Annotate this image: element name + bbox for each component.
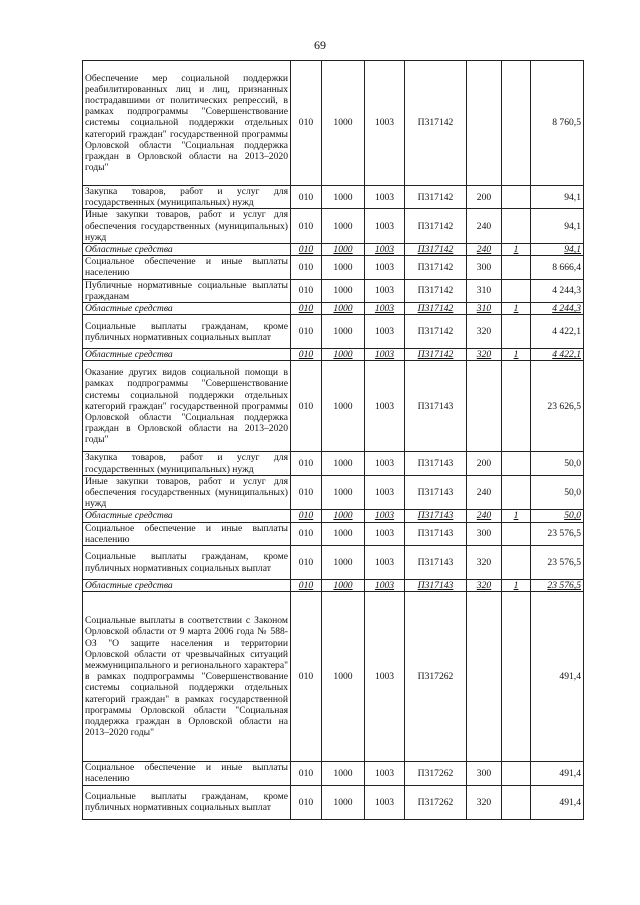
code-funding-source (502, 256, 531, 279)
table-row-regional-funds (83, 349, 584, 361)
code-expense-type: 320 (467, 546, 502, 580)
amount: 50,0 (531, 510, 584, 522)
row-description: Социальное обеспечение и иные выплаты населению (83, 762, 291, 785)
code-section: 1000 (322, 315, 365, 349)
code-subsection: 1003 (365, 592, 405, 762)
row-description: Областные средства (83, 244, 291, 256)
code-subsection: 1003 (365, 762, 405, 785)
code-section: 1000 (322, 762, 365, 785)
code-funding-source (502, 361, 531, 452)
code-administrator: 010 (291, 475, 322, 510)
code-subsection: 1003 (365, 303, 405, 315)
amount: 94,1 (531, 186, 584, 209)
code-section: 1000 (322, 256, 365, 279)
code-expense-type: 320 (467, 580, 502, 592)
row-description: Социальные выплаты в соответствии с Законом Орловской области от 9 марта 2006 года № 588-ОЗ "О защите населения и территории Орловской области от чрезвычайных ситуаций межмуниципального и регионального характера" в рамках подпрограммы "Совершенствование системы социальной поддержки отдельных категорий граждан" в рамках государственной программы Орловской области "Социальная поддержка граждан в Орловской области на 2013–2020 годы" (83, 592, 291, 762)
amount: 491,4 (531, 785, 584, 819)
table-row-regional-funds (83, 303, 584, 315)
code-subsection: 1003 (365, 186, 405, 209)
code-subsection: 1003 (365, 580, 405, 592)
code-section: 1000 (322, 303, 365, 315)
code-expense-type: 320 (467, 349, 502, 361)
code-section: 1000 (322, 361, 365, 452)
code-funding-source (502, 592, 531, 762)
code-funding-source (502, 522, 531, 545)
table-row (83, 475, 584, 510)
row-description: Обеспечение мер социальной поддержки реабилитированных лиц и лиц, признанных пострадавшими от политических репрессий, в рамках подпрограммы "Совершенствование системы социальной поддержки отдельных категорий граждан" государственной программы Орловской области "Социальная поддержка граждан в Орловской области на 2013–2020 годы" (83, 61, 291, 186)
code-funding-source: 1 (502, 303, 531, 315)
code-funding-source (502, 209, 531, 244)
code-funding-source (502, 785, 531, 819)
code-target-article: П317142 (405, 209, 467, 244)
amount: 50,0 (531, 475, 584, 510)
code-target-article: П317262 (405, 785, 467, 819)
amount: 4 422,1 (531, 315, 584, 349)
code-subsection: 1003 (365, 315, 405, 349)
code-section: 1000 (322, 186, 365, 209)
code-expense-type (467, 592, 502, 762)
code-administrator: 010 (291, 209, 322, 244)
budget-table (82, 60, 584, 820)
code-administrator: 010 (291, 349, 322, 361)
page-number: 69 (314, 38, 326, 52)
code-subsection: 1003 (365, 546, 405, 580)
table-row (83, 279, 584, 302)
row-description: Социальные выплаты гражданам, кроме публичных нормативных социальных выплат (83, 785, 291, 819)
row-description: Социальное обеспечение и иные выплаты населению (83, 256, 291, 279)
code-section: 1000 (322, 475, 365, 510)
code-administrator: 010 (291, 785, 322, 819)
amount: 4 244,3 (531, 279, 584, 302)
code-target-article: П317142 (405, 256, 467, 279)
row-description: Иные закупки товаров, работ и услуг для обеспечения государственных (муниципальных) нужд (83, 475, 291, 510)
code-subsection: 1003 (365, 349, 405, 361)
code-target-article: П317142 (405, 315, 467, 349)
code-target-article: П317143 (405, 580, 467, 592)
code-target-article: П317142 (405, 349, 467, 361)
code-funding-source: 1 (502, 510, 531, 522)
code-target-article: П317142 (405, 303, 467, 315)
row-description: Социальные выплаты гражданам, кроме публичных нормативных социальных выплат (83, 315, 291, 349)
code-target-article: П317143 (405, 361, 467, 452)
code-section: 1000 (322, 349, 365, 361)
amount: 50,0 (531, 452, 584, 475)
code-administrator: 010 (291, 279, 322, 302)
code-target-article: П317262 (405, 592, 467, 762)
code-administrator: 010 (291, 61, 322, 186)
table-row (83, 592, 584, 762)
code-target-article: П317142 (405, 186, 467, 209)
code-target-article: П317143 (405, 475, 467, 510)
code-funding-source (502, 315, 531, 349)
code-section: 1000 (322, 61, 365, 186)
code-subsection: 1003 (365, 785, 405, 819)
code-funding-source (502, 452, 531, 475)
code-administrator: 010 (291, 186, 322, 209)
code-expense-type: 240 (467, 244, 502, 256)
code-section: 1000 (322, 522, 365, 545)
table-body (83, 61, 584, 820)
table-row (83, 452, 584, 475)
amount: 23 626,5 (531, 361, 584, 452)
amount: 23 576,5 (531, 580, 584, 592)
code-target-article: П317142 (405, 279, 467, 302)
code-funding-source (502, 475, 531, 510)
code-target-article: П317142 (405, 61, 467, 186)
code-expense-type: 300 (467, 762, 502, 785)
code-target-article: П317143 (405, 510, 467, 522)
code-funding-source (502, 762, 531, 785)
row-description: Социальное обеспечение и иные выплаты населению (83, 522, 291, 545)
code-expense-type: 200 (467, 452, 502, 475)
table-row (83, 522, 584, 545)
table-row-regional-funds (83, 244, 584, 256)
code-funding-source (502, 546, 531, 580)
code-expense-type: 240 (467, 209, 502, 244)
code-subsection: 1003 (365, 522, 405, 545)
code-expense-type: 240 (467, 475, 502, 510)
code-section: 1000 (322, 592, 365, 762)
code-funding-source (502, 61, 531, 186)
code-subsection: 1003 (365, 244, 405, 256)
row-description: Областные средства (83, 510, 291, 522)
code-section: 1000 (322, 279, 365, 302)
code-expense-type: 300 (467, 522, 502, 545)
code-expense-type: 320 (467, 315, 502, 349)
code-administrator: 010 (291, 592, 322, 762)
code-section: 1000 (322, 452, 365, 475)
code-section: 1000 (322, 785, 365, 819)
code-administrator: 010 (291, 303, 322, 315)
code-expense-type: 310 (467, 279, 502, 302)
amount: 23 576,5 (531, 522, 584, 545)
code-subsection: 1003 (365, 256, 405, 279)
code-funding-source (502, 186, 531, 209)
row-description: Закупка товаров, работ и услуг для государственных (муниципальных) нужд (83, 186, 291, 209)
code-expense-type: 240 (467, 510, 502, 522)
row-description: Оказание других видов социальной помощи в рамках подпрограммы "Совершенствование системы социальной поддержки отдельных категорий граждан" государственной программы Орловской области "Социальная поддержка граждан в Орловской области на 2013–2020 годы" (83, 361, 291, 452)
code-administrator: 010 (291, 256, 322, 279)
table-row (83, 546, 584, 580)
code-administrator: 010 (291, 244, 322, 256)
row-description: Иные закупки товаров, работ и услуг для обеспечения государственных (муниципальных) нужд (83, 209, 291, 244)
table-row (83, 61, 584, 186)
table-row (83, 315, 584, 349)
table-row (83, 209, 584, 244)
code-administrator: 010 (291, 452, 322, 475)
table-row (83, 785, 584, 819)
table-row-regional-funds (83, 510, 584, 522)
code-expense-type: 300 (467, 256, 502, 279)
code-administrator: 010 (291, 546, 322, 580)
amount: 8 760,5 (531, 61, 584, 186)
code-expense-type (467, 361, 502, 452)
row-description: Закупка товаров, работ и услуг для государственных (муниципальных) нужд (83, 452, 291, 475)
code-section: 1000 (322, 546, 365, 580)
code-section: 1000 (322, 580, 365, 592)
amount: 491,4 (531, 762, 584, 785)
amount: 491,4 (531, 592, 584, 762)
code-funding-source: 1 (502, 244, 531, 256)
code-target-article: П317142 (405, 244, 467, 256)
code-administrator: 010 (291, 315, 322, 349)
amount: 4 422,1 (531, 349, 584, 361)
amount: 94,1 (531, 244, 584, 256)
code-funding-source: 1 (502, 580, 531, 592)
code-expense-type: 320 (467, 785, 502, 819)
table-row (83, 186, 584, 209)
row-description: Социальные выплаты гражданам, кроме публичных нормативных социальных выплат (83, 546, 291, 580)
code-administrator: 010 (291, 580, 322, 592)
code-section: 1000 (322, 244, 365, 256)
code-administrator: 010 (291, 522, 322, 545)
amount: 4 244,3 (531, 303, 584, 315)
code-target-article: П317143 (405, 452, 467, 475)
code-expense-type: 310 (467, 303, 502, 315)
table-row (83, 762, 584, 785)
code-subsection: 1003 (365, 209, 405, 244)
code-subsection: 1003 (365, 510, 405, 522)
code-subsection: 1003 (365, 475, 405, 510)
code-funding-source (502, 279, 531, 302)
table-row-regional-funds (83, 580, 584, 592)
code-expense-type (467, 61, 502, 186)
row-description: Областные средства (83, 580, 291, 592)
code-administrator: 010 (291, 510, 322, 522)
row-description: Областные средства (83, 349, 291, 361)
row-description: Областные средства (83, 303, 291, 315)
code-subsection: 1003 (365, 279, 405, 302)
amount: 8 666,4 (531, 256, 584, 279)
code-funding-source: 1 (502, 349, 531, 361)
table-row (83, 361, 584, 452)
code-subsection: 1003 (365, 452, 405, 475)
code-target-article: П317143 (405, 546, 467, 580)
amount: 23 576,5 (531, 546, 584, 580)
code-subsection: 1003 (365, 361, 405, 452)
code-subsection: 1003 (365, 61, 405, 186)
code-section: 1000 (322, 510, 365, 522)
code-target-article: П317262 (405, 762, 467, 785)
code-expense-type: 200 (467, 186, 502, 209)
amount: 94,1 (531, 209, 584, 244)
code-administrator: 010 (291, 762, 322, 785)
code-target-article: П317143 (405, 522, 467, 545)
table-row (83, 256, 584, 279)
code-administrator: 010 (291, 361, 322, 452)
row-description: Публичные нормативные социальные выплаты гражданам (83, 279, 291, 302)
code-section: 1000 (322, 209, 365, 244)
